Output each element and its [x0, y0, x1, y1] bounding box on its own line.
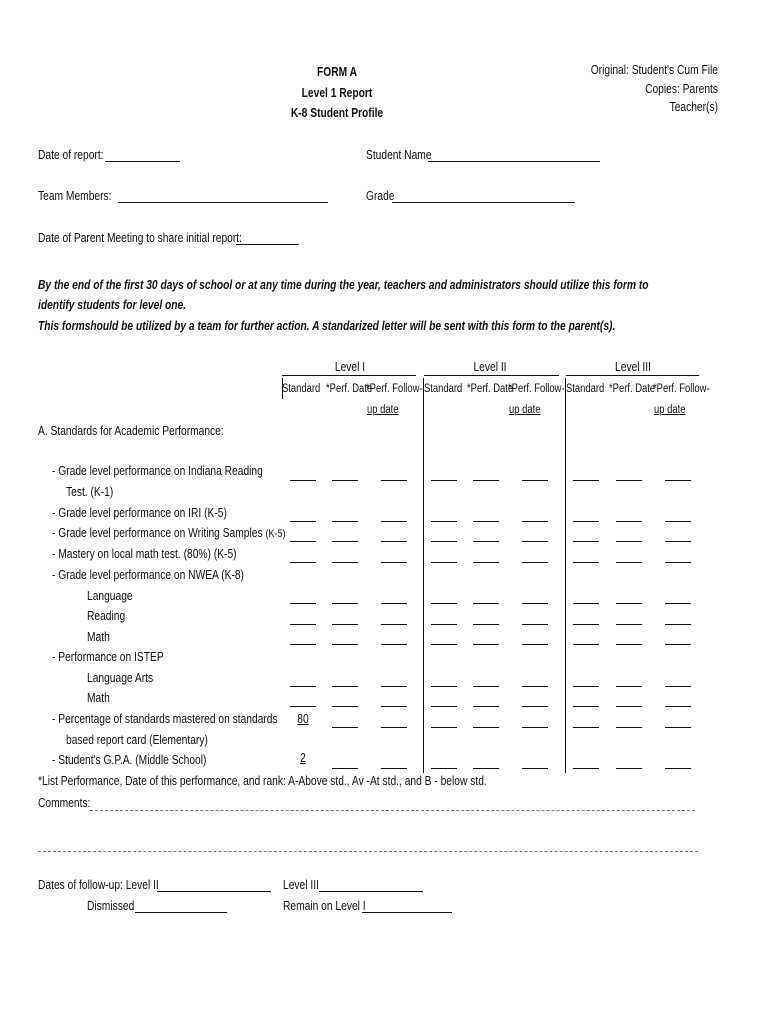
answer-blank[interactable] — [616, 521, 642, 522]
original-distribution: Original: Student's Cum File — [590, 63, 718, 77]
level-i-perf-follow-header: *Perf. Follow- — [366, 383, 423, 395]
answer-blank[interactable] — [431, 480, 457, 481]
answer-blank[interactable] — [522, 603, 548, 604]
answer-blank[interactable] — [616, 727, 642, 728]
followup-dismissed-label: Dismissed — [87, 899, 135, 913]
answer-blank[interactable] — [431, 521, 457, 522]
answer-blank[interactable] — [616, 562, 642, 563]
level-ii-rule — [424, 375, 559, 376]
answer-blank[interactable] — [616, 686, 642, 687]
level-iii-perf-follow-header: *Perf. Follow- — [653, 383, 710, 395]
comments-line-2[interactable] — [38, 851, 698, 852]
answer-blank[interactable] — [290, 480, 316, 481]
row-label-nwea: - Grade level performance on NWEA (K-8) — [52, 568, 244, 582]
answer-blank[interactable] — [290, 603, 316, 604]
team-members-field[interactable] — [118, 202, 328, 203]
answer-blank[interactable] — [431, 603, 457, 604]
answer-blank[interactable] — [332, 562, 358, 563]
answer-blank[interactable] — [522, 727, 548, 728]
answer-blank[interactable] — [381, 562, 407, 563]
row-label-indiana-reading: - Grade level performance on Indiana Reading — [52, 464, 263, 478]
answer-blank[interactable] — [522, 706, 548, 707]
followup-level-ii-label: Dates of follow-up: Level II — [38, 878, 159, 892]
answer-blank[interactable] — [573, 686, 599, 687]
writing-samples-grade: (K-5) — [265, 528, 286, 540]
answer-blank[interactable] — [381, 768, 407, 769]
answer-blank[interactable] — [290, 686, 316, 687]
followup-level-ii-field[interactable] — [157, 891, 271, 892]
parent-meeting-label: Date of Parent Meeting to share initial report: — [38, 231, 242, 245]
answer-blank[interactable] — [290, 624, 316, 625]
percentage-standards-value: 80 — [297, 712, 309, 726]
answer-blank[interactable] — [431, 541, 457, 542]
followup-remain-label: Remain on Level I — [283, 899, 366, 913]
answer-blank[interactable] — [431, 644, 457, 645]
row-label-istep-language-arts: Language Arts — [87, 671, 154, 685]
grade-field[interactable] — [392, 202, 575, 203]
grade-label: Grade — [366, 189, 395, 203]
divider-level-i-ii — [423, 378, 424, 773]
row-label-nwea-reading: Reading — [87, 609, 126, 623]
level-i-heading: Level I — [334, 360, 366, 374]
footnote: *List Performance, Date of this performance, and rank: A-Above std., Av -At std., and B - below std. — [38, 774, 487, 788]
student-name-label: Student Name — [366, 148, 432, 162]
answer-blank[interactable] — [665, 768, 691, 769]
answer-blank[interactable] — [381, 541, 407, 542]
answer-blank[interactable] — [473, 480, 499, 481]
student-name-field[interactable] — [428, 161, 600, 162]
answer-blank[interactable] — [473, 686, 499, 687]
row-label-indiana-reading-cont: Test. (K-1) — [66, 485, 114, 499]
level-i-standard-header: Standard — [282, 383, 321, 395]
answer-blank[interactable] — [290, 521, 316, 522]
level-ii-heading: Level II — [473, 360, 507, 374]
answer-blank[interactable] — [381, 686, 407, 687]
answer-blank[interactable] — [290, 706, 316, 707]
followup-dismissed-field[interactable] — [135, 912, 227, 913]
answer-blank[interactable] — [332, 768, 358, 769]
answer-blank[interactable] — [665, 727, 691, 728]
answer-blank[interactable] — [332, 727, 358, 728]
answer-blank[interactable] — [522, 480, 548, 481]
answer-blank[interactable] — [473, 541, 499, 542]
level-iii-heading: Level III — [615, 360, 651, 374]
answer-blank[interactable] — [665, 480, 691, 481]
date-of-report-field[interactable] — [105, 161, 180, 162]
level-iii-up-date-header: up date — [654, 404, 686, 416]
answer-blank[interactable] — [616, 706, 642, 707]
answer-blank[interactable] — [573, 541, 599, 542]
level-i-rule — [282, 375, 416, 376]
answer-blank[interactable] — [573, 706, 599, 707]
answer-blank[interactable] — [290, 541, 316, 542]
date-of-report-label: Date of report: — [38, 148, 104, 162]
answer-blank[interactable] — [381, 603, 407, 604]
form-title: FORM A — [316, 65, 358, 79]
answer-blank[interactable] — [665, 624, 691, 625]
form-subtitle-level: Level 1 Report — [301, 86, 373, 100]
answer-blank[interactable] — [473, 603, 499, 604]
answer-blank[interactable] — [616, 768, 642, 769]
copies-distribution: Copies: Parents — [645, 82, 718, 96]
comments-label: Comments: — [38, 796, 91, 810]
answer-blank[interactable] — [381, 644, 407, 645]
answer-blank[interactable] — [431, 727, 457, 728]
level-i-perf-date-header: *Perf. Date — [326, 383, 373, 395]
answer-blank[interactable] — [665, 562, 691, 563]
answer-blank[interactable] — [290, 562, 316, 563]
answer-blank[interactable] — [473, 562, 499, 563]
row-label-iri: - Grade level performance on IRI (K-5) — [52, 506, 227, 520]
level-ii-perf-follow-header: *Perf. Follow- — [508, 383, 565, 395]
answer-blank[interactable] — [665, 521, 691, 522]
answer-blank[interactable] — [431, 706, 457, 707]
answer-blank[interactable] — [522, 686, 548, 687]
row-label-nwea-math: Math — [87, 630, 110, 644]
answer-blank[interactable] — [332, 521, 358, 522]
answer-blank[interactable] — [665, 644, 691, 645]
answer-blank[interactable] — [381, 727, 407, 728]
row-label-percentage-standards: - Percentage of standards mastered on standards — [52, 712, 278, 726]
gpa-value: 2 — [300, 751, 306, 765]
answer-blank[interactable] — [573, 644, 599, 645]
instruction-line-1: By the end of the first 30 days of school or at any time during the year, teachers and administrators should utilize this form to — [38, 278, 649, 292]
answer-blank[interactable] — [290, 644, 316, 645]
answer-blank[interactable] — [332, 480, 358, 481]
answer-blank[interactable] — [573, 624, 599, 625]
answer-blank[interactable] — [473, 521, 499, 522]
row-label-gpa: - Student's G.P.A. (Middle School) — [52, 753, 207, 767]
level-iii-rule — [566, 375, 699, 376]
row-label-percentage-standards-cont: based report card (Elementary) — [66, 733, 208, 747]
comments-line-1[interactable] — [90, 810, 695, 811]
answer-blank[interactable] — [522, 644, 548, 645]
row-label-nwea-language: Language — [87, 589, 133, 603]
answer-blank[interactable] — [522, 768, 548, 769]
answer-blank[interactable] — [573, 562, 599, 563]
team-members-label: Team Members: — [38, 189, 112, 203]
answer-blank[interactable] — [473, 727, 499, 728]
level-iii-standard-header: Standard — [566, 383, 605, 395]
answer-blank[interactable] — [616, 480, 642, 481]
answer-blank[interactable] — [573, 768, 599, 769]
answer-blank[interactable] — [665, 541, 691, 542]
answer-blank[interactable] — [522, 541, 548, 542]
answer-blank[interactable] — [332, 541, 358, 542]
answer-blank[interactable] — [332, 706, 358, 707]
answer-blank[interactable] — [381, 706, 407, 707]
instruction-line-3: This formshould be utilized by a team for further action. A standarized letter will be sent with this form to the parent(s). — [38, 319, 616, 333]
answer-blank[interactable] — [522, 624, 548, 625]
row-label-writing-samples: - Grade level performance on Writing Samples (K-5) — [52, 526, 286, 540]
answer-blank[interactable] — [573, 521, 599, 522]
answer-blank[interactable] — [473, 768, 499, 769]
answer-blank[interactable] — [473, 706, 499, 707]
answer-blank[interactable] — [381, 624, 407, 625]
answer-blank[interactable] — [573, 603, 599, 604]
answer-blank[interactable] — [431, 624, 457, 625]
answer-blank[interactable] — [522, 521, 548, 522]
answer-blank[interactable] — [332, 686, 358, 687]
row-label-istep: - Performance on ISTEP — [52, 650, 164, 664]
answer-blank[interactable] — [665, 603, 691, 604]
form-subtitle-profile: K-8 Student Profile — [290, 106, 384, 120]
answer-blank[interactable] — [332, 603, 358, 604]
answer-blank[interactable] — [665, 706, 691, 707]
answer-blank[interactable] — [381, 521, 407, 522]
answer-blank[interactable] — [616, 541, 642, 542]
level-i-up-date-header: up date — [367, 404, 399, 416]
level-ii-up-date-header: up date — [509, 404, 541, 416]
followup-level-iii-label: Level III — [283, 878, 319, 892]
parent-meeting-field[interactable] — [236, 244, 299, 245]
instruction-line-2: identify students for level one. — [38, 298, 187, 312]
followup-level-iii-field[interactable] — [319, 891, 423, 892]
section-title: A. Standards for Academic Performance: — [38, 424, 224, 438]
level-iii-perf-date-header: *Perf. Date — [609, 383, 656, 395]
answer-blank[interactable] — [616, 624, 642, 625]
answer-blank[interactable] — [573, 480, 599, 481]
level-ii-standard-header: Standard — [424, 383, 463, 395]
answer-blank[interactable] — [665, 686, 691, 687]
teachers-distribution: Teacher(s) — [669, 100, 718, 114]
answer-blank[interactable] — [473, 644, 499, 645]
divider-level-i-left — [282, 378, 283, 399]
answer-blank[interactable] — [522, 562, 548, 563]
answer-blank[interactable] — [431, 686, 457, 687]
answer-blank[interactable] — [381, 480, 407, 481]
answer-blank[interactable] — [332, 624, 358, 625]
followup-remain-field[interactable] — [362, 912, 452, 913]
answer-blank[interactable] — [473, 624, 499, 625]
row-label-math-test: - Mastery on local math test. (80%) (K-5) — [52, 547, 237, 561]
answer-blank[interactable] — [573, 727, 599, 728]
answer-blank[interactable] — [431, 768, 457, 769]
level-ii-perf-date-header: *Perf. Date — [467, 383, 514, 395]
divider-level-ii-iii — [565, 378, 566, 773]
answer-blank[interactable] — [616, 644, 642, 645]
answer-blank[interactable] — [431, 562, 457, 563]
answer-blank[interactable] — [616, 603, 642, 604]
answer-blank[interactable] — [332, 644, 358, 645]
row-label-istep-math: Math — [87, 691, 110, 705]
